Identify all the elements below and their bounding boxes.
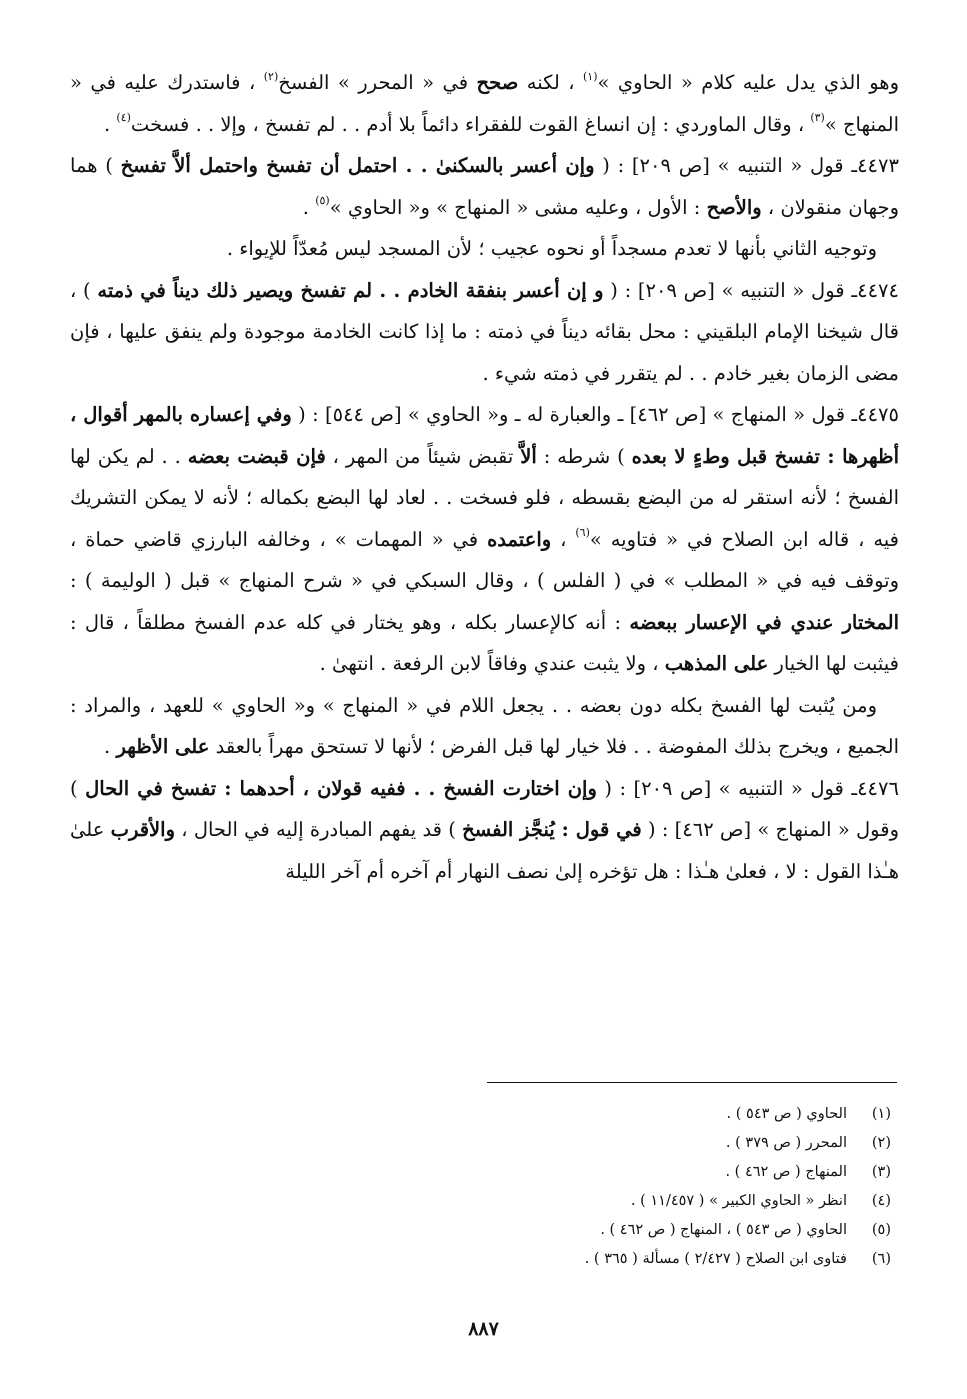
text-run: في « المحرر » الفسخ: [278, 71, 477, 94]
paragraph-1: [70, 62, 899, 145]
footnote-text: المحرر ( ص ٣٧٩ ) .: [725, 1135, 847, 1151]
footnote: [585, 1129, 891, 1158]
text-run: : أنه كالإعسار بكله ، وهو يختار في كله عدم الفسخ مطلقاً ، قال : فيثبت لها الخيار: [70, 610, 899, 675]
text-run: ، ولا يثبت عندي وفاقاً لابن الرفعة . انتهىٰ .: [319, 652, 665, 675]
footnote: [585, 1245, 891, 1274]
main-text: [70, 62, 899, 892]
footnote: [585, 1187, 891, 1216]
text-run: ، لكنه: [518, 71, 583, 94]
text-run: علىٰ هـٰذا القول : لا ، فعلىٰ هـٰذا : هل تؤخره إلىٰ نصف النهار أم آخره أم آخر الليلة: [70, 818, 899, 883]
footnote-number: (٥): [871, 1222, 891, 1238]
footnote-text: فتاوى ابن الصلاح ( ٢/٤٢٧ ) مسألة ( ٣٦٥ ) .: [584, 1251, 847, 1267]
text-run: ومن يُثبت لها الفسخ بكله دون بعضه . . يجعل اللام في « المنهاج » و« الحاوي » للعهد ، والمراد : الجميع ، ويخرج بذلك المفوضة . . فلا خيار لها قبل الفرض ؛ لأنها لا تستحق مهراً بالعقد: [70, 693, 899, 758]
text-run: . . لم يكن لها الفسخ ؛ لأنه استقر له من البضع بقسطه ، فلو فسخت . . لعاد لها البضع بكماله ؛ لأنه لا يمكن التشريك فيه ، قاله ابن الصلاح في « فتاويه »: [70, 444, 900, 551]
paragraph-4: [70, 270, 899, 395]
footnote-number: (٣): [871, 1164, 891, 1180]
text-run: ) هما وجهان منقولان ،: [70, 154, 899, 219]
paragraph-7: [70, 768, 899, 893]
text-run: ) وقول « المنهاج » [ص ٤٦٢] : (: [70, 776, 899, 841]
bold-text: وفي إعساره بالمهر أقوال ، أظهرها : تفسخ قبل وطءٍ لا بعده: [70, 403, 899, 468]
bold-text: على المذهب: [664, 652, 769, 675]
page-number: ٨٨٧: [468, 1318, 499, 1340]
footnote-number: (٤): [871, 1193, 891, 1209]
text-run: في « المهمات » ، وخالفه البارزي قاضي حماة ، وتوقف فيه في « المطلب » في ( الفلس ) ، وقال السبكي في « شرح المنهاج » قبل ( الوليمة ) :: [70, 527, 899, 592]
bold-text: واعتمده: [487, 527, 552, 551]
bold-text: صحح: [476, 71, 519, 94]
bold-text: ألاَّ: [520, 444, 537, 468]
text-run: ) ، قال شيخنا الإمام البلقيني : محل بقائه ديناً في ذمته : ما إذا كانت الخادمة موجودة ولم ينفق عليها ، فإن مضى الزمان بغير خادم . . لم يتقرر في ذمته شيء .: [70, 278, 899, 385]
text-run: .: [104, 112, 117, 136]
text-run: ٤٤٧٣ـ قول « التنبيه » [ص ٢٠٩] : (: [594, 154, 899, 177]
bold-text: و إن أعسر بنفقة الخادم . . لم تفسخ ويصير ذلك ديناً في ذمته: [97, 278, 604, 302]
text-run: تقبض شيئاً من المهر ،: [325, 444, 521, 468]
text-run: ٤٤٧٥ـ قول « المنهاج » [ص ٤٦٢] ـ والعبارة له ـ و« الحاوي » [ص ٥٤٤] : (: [291, 403, 899, 426]
text-run: ، وقال الماوردي : إن انساغ القوت للفقراء دائماً بلا أدم . . لم تفسخ ، وإلا . . فسخت: [130, 112, 811, 136]
footnote: [585, 1158, 891, 1187]
paragraph-3: [70, 228, 899, 270]
text-run: ٤٤٧٦ـ قول « التنبيه » [ص ٢٠٩] : (: [596, 776, 899, 800]
text-run: ، فاستدرك عليه في « المنهاج »: [70, 71, 899, 136]
footnote: [585, 1216, 891, 1245]
bold-text: وإن أعسر بالسكنىٰ . . احتمل أن تفسخ واحتمل ألاَّ تفسخ: [120, 154, 595, 177]
text-run: وتوجيه الثاني بأنها لا تعدم مسجداً أو نحوه عجيب ؛ لأن المسجد ليس مُعدّاً للإيواء .: [226, 237, 877, 260]
bold-text: المختار عندي في الإعسار ببعضه: [629, 610, 899, 634]
footnote-ref: (٥): [315, 194, 330, 207]
footnote-text: الحاوي ( ص ٥٤٣ ) .: [726, 1106, 847, 1122]
footnote: [585, 1100, 891, 1129]
footnote-divider: [487, 1082, 897, 1083]
text-run: ) شرطه :: [536, 444, 632, 468]
footnote-number: (١): [871, 1106, 891, 1122]
bold-text: والأقرب: [110, 818, 176, 841]
text-run: .: [302, 195, 316, 219]
paragraph-5: [70, 394, 899, 685]
footnote-ref: (٣): [810, 111, 825, 124]
text-run: وهو الذي يدل عليه كلام « الحاوي »: [597, 71, 900, 94]
bold-text: على الأظهر: [116, 735, 210, 758]
bold-text: والأصح: [706, 195, 762, 219]
footnote-text: انظر « الحاوي الكبير » ( ١١/٤٥٧ ) .: [630, 1193, 847, 1209]
paragraph-6: [70, 685, 899, 768]
bold-text: في قول : يُنجَّز الفسخ: [462, 818, 642, 841]
footnote-ref: (٢): [263, 69, 279, 83]
bold-text: فإن قبضت بعضه: [187, 444, 326, 468]
text-run: ) قد يفهم المبادرة إليه في الحال ،: [175, 818, 463, 841]
footnote-ref: (١): [583, 69, 598, 83]
text-run: : الأول ، وعليه مشى « المنهاج » و« الحاوي »: [329, 195, 707, 219]
footnote-text: المنهاج ( ص ٤٦٢ ) .: [725, 1164, 847, 1180]
bold-text: وإن اختارت الفسخ . . ففيه قولان ، أحدهما : تفسخ في الحال: [85, 776, 597, 800]
footnote-text: الحاوي ( ص ٥٤٣ ) ، المنهاج ( ص ٤٦٢ ) .: [600, 1222, 847, 1238]
paragraph-2: [70, 145, 899, 228]
text-run: .: [104, 735, 117, 758]
text-run: ،: [551, 527, 576, 551]
footnote-ref: (٦): [575, 526, 590, 539]
footnotes: [585, 1100, 891, 1274]
footnote-ref: (٤): [116, 111, 131, 124]
footnote-number: (٦): [871, 1251, 891, 1267]
text-run: ٤٤٧٤ـ قول « التنبيه » [ص ٢٠٩] : (: [603, 278, 899, 302]
footnote-number: (٢): [871, 1135, 891, 1151]
